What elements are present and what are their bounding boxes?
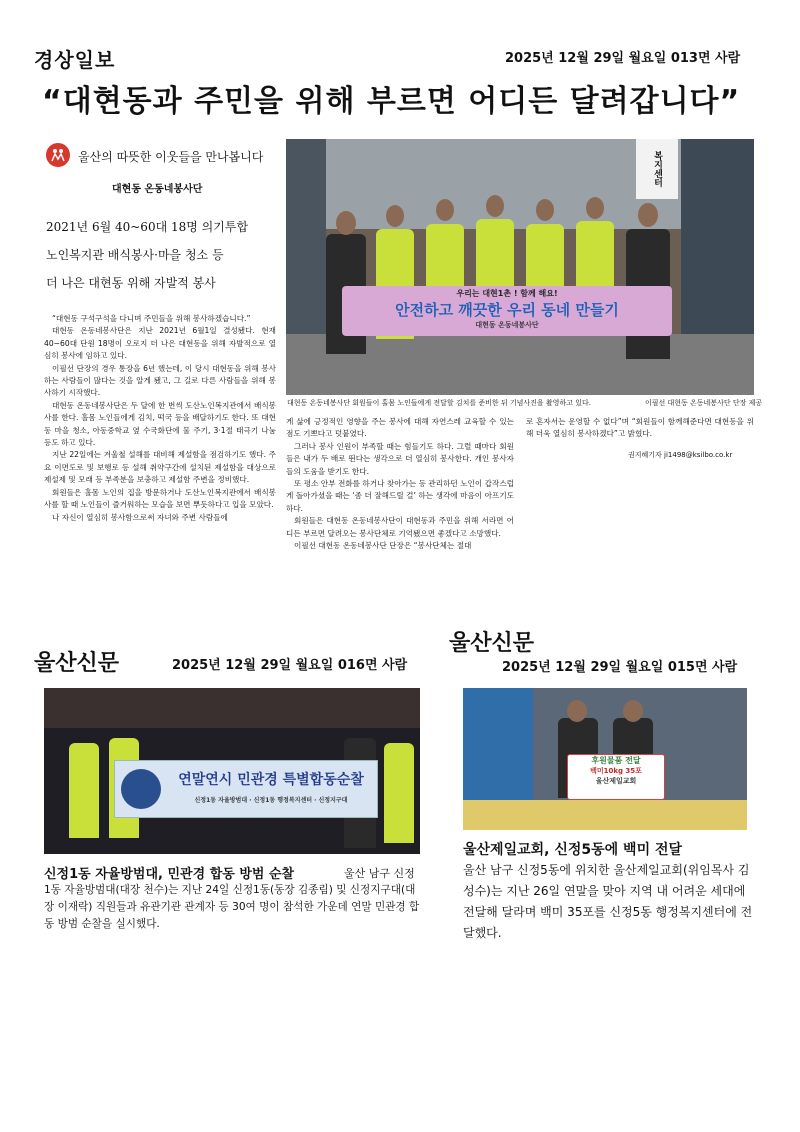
person-head bbox=[386, 205, 404, 227]
donation-sign bbox=[567, 754, 665, 800]
patrol-banner-title: 연말연시 민관경 특별합동순찰 bbox=[178, 772, 364, 788]
person-head bbox=[486, 195, 504, 217]
masthead-ulsan-left: 울산신문 bbox=[34, 651, 120, 676]
person bbox=[69, 743, 99, 838]
right-article-body: 울산 남구 신정5동에 위치한 울산제일교회(위임목사 김성수)는 지난 26일 연말을 맞아 지역 내 어려운 세대에 전달해 달라며 백미 35포를 신정5동 행정복지센터에 전달했다. bbox=[463, 863, 753, 940]
photo-caption: 대현동 온동네봉사단 회원들이 홀몸 노인들에게 전달할 김치를 준비한 뒤 기념사진을 촬영하고 있다. bbox=[287, 399, 591, 407]
series-title: 울산의 따뜻한 이웃들을 만나봅니다 bbox=[78, 150, 264, 164]
sign-welfare-center: 복지센터 bbox=[636, 139, 678, 199]
person-head bbox=[536, 199, 554, 221]
banner-big-text: 안전하고 깨끗한 우리 동네 만들기 bbox=[395, 301, 619, 319]
paragraph: 그러나 봉사 인원이 부족할 때는 힘들기도 하다. 그럴 때마다 회원들은 내가 두 배로 뛴다는 생각으로 더 열심히 봉사한다. 개인 봉사자들의 도움을 받기도 한다. bbox=[286, 441, 514, 476]
right-article-title: 울산제일교회, 신정5동에 백미 전달 bbox=[463, 842, 683, 858]
left-article-body: 1동 자율방범대(대장 천수)는 지난 24일 신정1동(동장 김종림) 및 신정지구대(대장 이재락) 직원들과 유관기관 관계자 등 30여 명이 참석한 가운데 연말 민관경 합동 방범 순찰을 실시했다. bbox=[44, 884, 420, 930]
subhead-3: 더 나은 대현동 위해 자발적 봉사 bbox=[46, 276, 216, 290]
paragraph: 또 평소 안부 전화를 하거나 찾아가는 등 관리하던 노인이 갑작스럽게 돌아가셨을 때는 ‘좀 더 잘해드릴 걸’ 하는 생각에 마음이 아프기도 하다. bbox=[286, 479, 514, 513]
paragraph: 로 혼자서는 운영할 수 없다”며 “회원들이 함께해준다면 대현동을 위해 더욱 열심히 봉사하겠다”고 밝혔다. bbox=[526, 417, 754, 439]
dateline-top: 2025년 12월 29일 월요일 013면 사람 bbox=[505, 51, 741, 66]
paragraph: 게 삶에 긍정적인 영향을 주는 봉사에 대해 자연스레 교육할 수 있는 점도 기쁘다고 덧붙였다. bbox=[286, 417, 514, 439]
person bbox=[384, 743, 414, 843]
left-article-title: 신정1동 자율방범대, 민관경 합동 방범 순찰 bbox=[44, 867, 295, 882]
patrol-banner bbox=[114, 760, 378, 818]
paragraph: 이필선 대현동 온동네봉사단 단장은 “봉사단체는 절대 bbox=[294, 541, 472, 551]
dateline-right: 2025년 12월 29일 월요일 015면 사람 bbox=[502, 660, 738, 675]
person-head bbox=[567, 700, 587, 722]
sign-line-1: 후원물품 전달 bbox=[591, 756, 641, 765]
person-head bbox=[436, 199, 454, 221]
dateline-left: 2025년 12월 29일 월요일 016면 사람 bbox=[172, 658, 408, 673]
left-article-location: 울산 남구 신정 bbox=[344, 867, 415, 880]
street-lights bbox=[44, 688, 420, 728]
patrol-photo bbox=[44, 688, 420, 854]
photo-credit: 이필선 대현동 온동네봉사단 단장 제공 bbox=[645, 399, 763, 407]
masthead-gyeongsang: 경상일보 bbox=[34, 48, 116, 72]
paragraph: 대현동 온동네봉사단은 두 달에 한 번씩 도산노인복지관에서 배식봉사를 한다. 홀몸 노인들에게 김치, 떡국 등을 배달하기도 한다. 또 대현동 마을 청소, 아동중학교 옆 수국화단에 물 주기, 3·1절 태극기 나눔 등도 하고 있다. bbox=[44, 400, 276, 448]
paragraph: 대현동 온동네봉사단은 지난 2021년 6월1일 결성됐다. 현재 40~60대 단원 18명이 오로지 더 나은 대현동을 위해 자발적으로 열심히 봉사에 임하고 있다. bbox=[44, 326, 276, 361]
paragraph: 회원들은 대현동 온동네봉사단이 대현동과 주민을 위해 서라면 어디든 부르면 달려오는 봉사단체로 기억됐으면 좋겠다고 소망했다. bbox=[286, 516, 514, 538]
sign-line-3: 울산제일교회 bbox=[595, 777, 637, 785]
main-banner bbox=[342, 286, 672, 336]
byline: 권지혜기자 ji1498@ksilbo.co.kr bbox=[628, 451, 733, 459]
paragraph: 이필선 단장의 경우 통장을 6년 했는데, 이 당시 대현동을 위해 봉사하는 사람들이 많다는 것을 알게 됐고, 그 길로 다른 사람들을 위해 봉사하기 시작했다. bbox=[44, 363, 276, 398]
person-head bbox=[638, 203, 658, 227]
article-col-3 bbox=[526, 416, 754, 441]
article-col-1 bbox=[44, 313, 276, 524]
person-head bbox=[586, 197, 604, 219]
person-head bbox=[336, 211, 356, 235]
patrol-banner-orgs: 신정1동 자율방범대 · 신정1동 행정복지센터 · 신정지구대 bbox=[194, 797, 348, 804]
series-logo-icon bbox=[46, 143, 70, 167]
rice-bags bbox=[463, 800, 747, 830]
banner-org-text: 대현동 온동네봉사단 bbox=[475, 321, 539, 329]
main-photo bbox=[286, 139, 754, 395]
sign-line-2: 백미10kg 35포 bbox=[590, 767, 642, 775]
donation-photo bbox=[463, 688, 747, 830]
headline: “대현동과 주민을 위해 부르면 어디든 달려갑니다” bbox=[42, 84, 741, 119]
article-col-2 bbox=[286, 416, 514, 552]
subhead-1: 2021년 6월 40~60대 18명 의기투합 bbox=[46, 220, 249, 234]
masthead-ulsan-right: 울산신문 bbox=[449, 631, 535, 656]
paragraph: 지난 22일에는 겨울철 설해를 대비해 제설함을 점검하기도 했다. 주요 이면도로 및 보행로 등 설해 취약구간에 설치된 제설함을 대상으로 제설제 및 모래 등 부족분을 보충하고 제설함 주변을 정비했다. bbox=[44, 450, 276, 485]
banner-small-text: 우리는 대현1촌 ! 함께 해요! bbox=[456, 289, 558, 298]
org-name: 대현동 온동네봉사단 bbox=[112, 184, 203, 195]
paragraph: “대현동 구석구석을 다니며 주민들을 위해 봉사하겠습니다.” bbox=[52, 314, 251, 323]
subhead-2: 노인복지관 배식봉사·마을 청소 등 bbox=[46, 248, 224, 262]
person-head bbox=[623, 700, 643, 722]
paragraph: 나 자신이 열심히 봉사함으로써 자녀와 주변 사람들에 bbox=[52, 512, 228, 522]
paragraph: 회원들은 홀몸 노인의 집을 방문하거나 도산노인복지관에서 배식봉사를 할 때 노인들이 즐거워하는 모습을 보면 뿌듯하다고 입을 모았다. bbox=[44, 487, 276, 510]
police-emblem-icon bbox=[121, 769, 161, 809]
